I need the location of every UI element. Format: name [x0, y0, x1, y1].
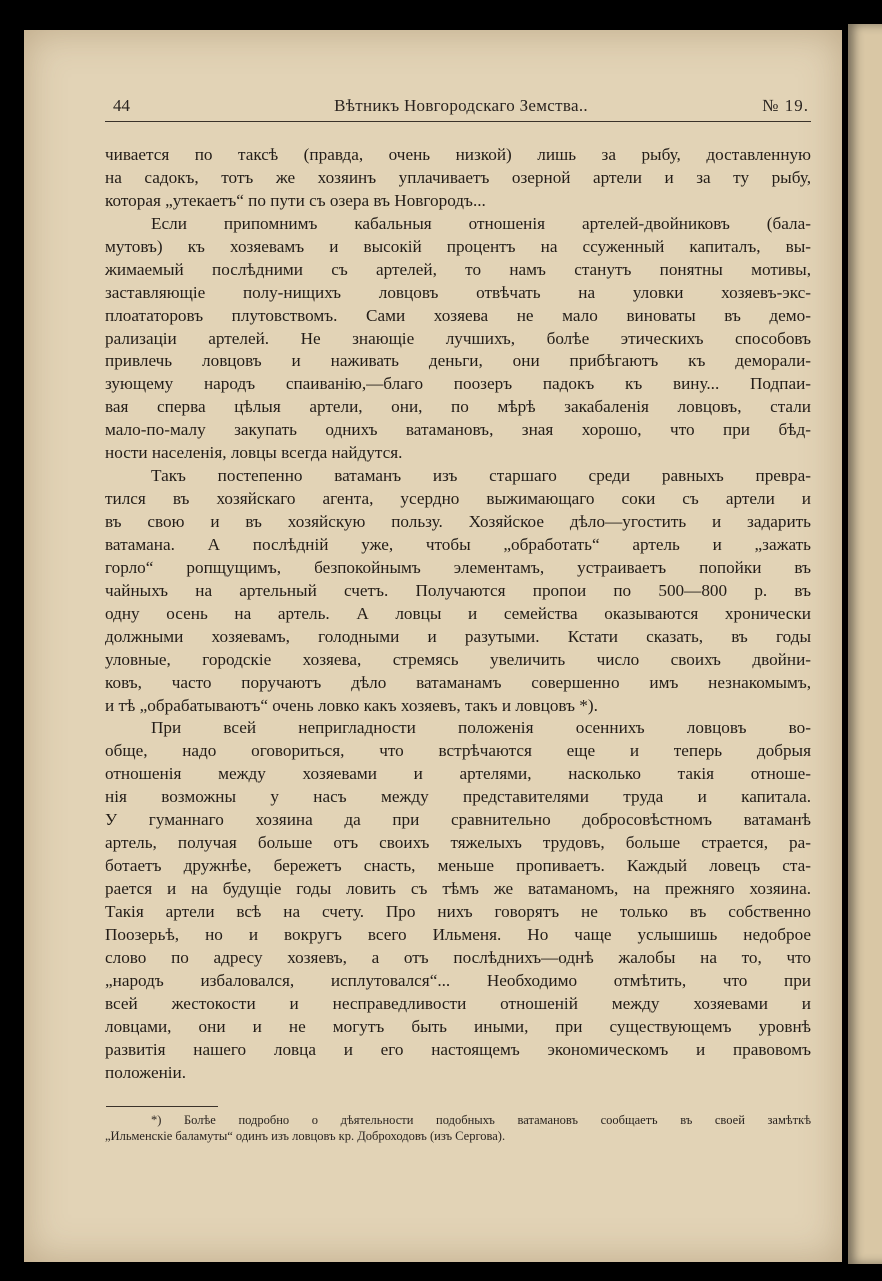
footnote — [105, 1112, 811, 1144]
text-line: У гуманнаго хозяина да при сравнительно добросовѣстномъ ватаманѣ — [105, 810, 811, 830]
issue-number: № 19. — [762, 96, 809, 115]
text-line: мутовъ) къ хозяевамъ и высокій процентъ на ссуженный капиталъ, вы- — [105, 236, 811, 256]
text-line: тился въ хозяйскаго агента, усердно выжимающаго соки съ артели и — [105, 489, 811, 509]
text-line: всей жестокости и несправедливости отношеній между хозяевами и — [105, 993, 811, 1013]
text-line: заставляющіе полу-нищихъ ловцовъ отвѣчать на уловки хозяевъ-экс- — [105, 282, 811, 302]
text-line: ботаетъ дружнѣе, бережетъ снасть, меньше пропиваетъ. Каждый ловецъ ста- — [105, 856, 811, 876]
text-line: вая сперва цѣлыя артели, они, по мѣрѣ закабаленія ловцовъ, стали — [105, 397, 811, 417]
text-line: чивается по таксѣ (правда, очень низкой) лишь за рыбу, доставленную — [105, 145, 811, 164]
footnote-line: „Ильменскіе баламуты“ одинъ изъ ловцовъ кр. Доброходовъ (изъ Сергова). — [105, 1129, 506, 1143]
footnote-rule — [106, 1106, 218, 1107]
text-line: Поозерьѣ, но и вокругъ всего Ильменя. Но чаще услышишь недоброе — [105, 924, 811, 944]
text-line: Такія артели всѣ на счету. Про нихъ говорятъ не только въ собственно — [105, 901, 811, 921]
text-line: ности населенія, ловцы всегда найдутся. — [105, 443, 403, 463]
text-line: горло“ ропщущимъ, безпокойнымъ элементамъ, устраиваетъ попойки въ — [105, 557, 811, 577]
text-line: зующему народъ спаиванію,—благо поозеръ падокъ къ вину... Подпаи- — [105, 374, 811, 394]
text-line: привлечь ловцовъ и наживать деньги, они прибѣгаютъ къ деморали- — [105, 351, 811, 371]
journal-title: Вѣтникъ Новгородскаго Земства.. — [334, 96, 588, 115]
running-head — [113, 96, 809, 120]
header-rule — [105, 121, 811, 122]
next-page-edge — [848, 24, 882, 1264]
text-line: и тѣ „обрабатываютъ“ очень ловко какъ хозяевъ, такъ и ловцовъ *). — [105, 695, 598, 715]
text-line: жимаемый послѣдними съ артелей, то намъ станутъ понятны мотивы, — [105, 259, 811, 279]
body-text — [105, 144, 811, 1084]
text-line: отношенія между хозяевами и артелями, насколько такія отноше- — [105, 764, 811, 784]
text-line: уловные, городскіе хозяева, стремясь увеличить число своихъ двойни- — [105, 649, 811, 669]
text-line: которая „утекаетъ“ по пути съ озера въ Новгородъ... — [105, 190, 486, 210]
text-line: ковъ, часто поручаютъ дѣло ватаманамъ совершенно имъ незнакомымъ, — [105, 672, 811, 692]
text-line: въ свою и въ хозяйскую пользу. Хозяйское дѣло—угостить и задарить — [105, 512, 811, 531]
text-line: Если припомнимъ кабальныя отношенія артелей-двойниковъ (бала- — [151, 213, 811, 233]
text-line: рается и на будущіе годы ловить съ тѣмъ же ватаманомъ, на прежняго хозяина. — [105, 879, 811, 898]
text-line: ватамана. А послѣдній уже, чтобы „обработать“ артель и „зажать — [105, 534, 811, 554]
text-line: обще, надо оговориться, что встрѣчаются еще и теперь добрыя — [105, 741, 811, 761]
text-line: ловцами, они и не могутъ быть иными, при существующемъ уровнѣ — [105, 1016, 811, 1036]
text-line: При всей непригладности положенія осеннихъ ловцовъ во- — [151, 718, 811, 738]
text-line: чайныхъ на артельный счетъ. Получаются пропои по 500—800 р. въ — [105, 580, 811, 600]
text-line: одну осень на артель. А ловцы и семейства оказываются хронически — [105, 603, 811, 623]
text-line: развитія нашего ловца и его настоящемъ экономическомъ и правовомъ — [105, 1039, 811, 1059]
text-line: плоататоровъ плутовствомъ. Сами хозяева не мало виноваты въ демо- — [105, 305, 811, 325]
text-line: мало-по-малу закупать однихъ ватамановъ, зная хорошо, что при бѣд- — [105, 420, 811, 440]
text-line: на садокъ, тотъ же хозяинъ уплачиваетъ озерной артели и за ту рыбу, — [105, 167, 811, 187]
text-line: нія возможны у насъ между представителями труда и капитала. — [105, 787, 811, 807]
footnote-line: *) Болѣе подробно о дѣятельности подобныхъ ватамановъ сообщаетъ въ своей замѣткѣ — [151, 1113, 811, 1127]
page-number: 44 — [113, 96, 130, 115]
text-line: Такъ постепенно ватаманъ изъ старшаго среди равныхъ превра- — [151, 466, 811, 486]
text-line: должными хозяевамъ, голодными и разутыми. Кстати сказать, въ годы — [105, 626, 811, 646]
text-line: рализаціи артелей. Не знающіе лучшихъ, болѣе этическихъ способовъ — [105, 328, 811, 348]
text-line: слово по адресу хозяевъ, а отъ послѣднихъ—однѣ жалобы на то, что — [105, 947, 811, 967]
text-line: артель, получая больше отъ своихъ тяжелыхъ трудовъ, больше страется, ра- — [105, 833, 811, 853]
text-line: „народъ избаловался, исплутовался“... Необходимо отмѣтить, что при — [105, 970, 811, 990]
text-line: положеніи. — [105, 1062, 187, 1082]
